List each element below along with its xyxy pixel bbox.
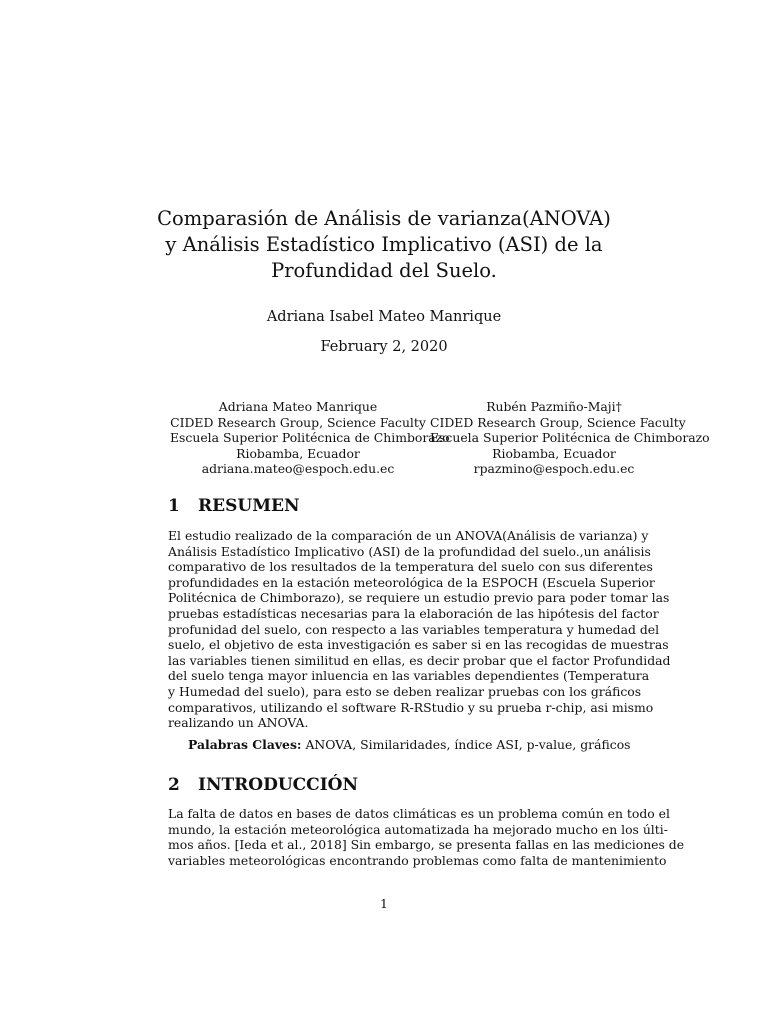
paragraph-line: realizando un ANOVA.: [168, 715, 309, 731]
affiliation-block-2: [430, 399, 710, 477]
affiliation-city: Riobamba, Ecuador: [492, 445, 616, 461]
affiliation-institution: Escuela Superior Politécnica de Chimborazo: [170, 430, 450, 445]
affiliation-group: CIDED Research Group, Science Faculty: [430, 414, 686, 430]
affiliation-name: Adriana Mateo Manrique: [218, 399, 378, 414]
section-heading-resumen: [168, 496, 300, 516]
affiliation-institution: Escuela Superior Politécnica de Chimborazo: [430, 430, 710, 445]
paragraph-line: mundo, la estación meteorológica automatizada ha mejorado mucho en los últi-: [168, 821, 668, 837]
paragraph-line: suelo, el objetivo de esta investigación es saber si en las recogidas de muestras: [168, 637, 669, 653]
paragraph-line: las variables tienen similitud en ellas, es decir probar que el factor Profundidad: [168, 652, 671, 668]
paragraph-line: Politécnica de Chimborazo), se requiere un estudio previo para poder tomar las: [168, 590, 670, 606]
paragraph-line: variables meteorológicas encontrando problemas como falta de mantenimiento: [168, 852, 667, 868]
title-line: Profundidad del Suelo.: [271, 259, 497, 282]
paragraph-line: profunidad del suelo, con respecto a las variables temperatura y humedad del: [168, 621, 660, 637]
title-line: Comparasión de Análisis de varianza(ANOVA): [157, 207, 611, 230]
section-title: INTRODUCCIÓN: [198, 775, 359, 795]
paragraph-line: El estudio realizado de la comparación de un ANOVA(Análisis de varianza) y: [168, 528, 649, 543]
paper-title: [120, 206, 648, 284]
paragraph-line: profundidades en la estación meteorológica de la ESPOCH (Escuela Superior: [168, 574, 655, 590]
paragraph-line: pruebas estadísticas necesarias para la elaboración de las hipótesis del factor: [168, 605, 659, 621]
section-number: 1: [168, 496, 180, 516]
author-name: Adriana Isabel Mateo Manrique: [266, 309, 502, 325]
title-line: y Análisis Estadístico Implicativo (ASI) de la: [165, 233, 603, 256]
paragraph-line: comparativo de los resultados de la temperatura del suelo con sus diferentes: [168, 559, 653, 575]
abstract-paragraph: [168, 528, 671, 731]
paragraph-line: La falta de datos en bases de datos climáticas es un problema común en todo el: [168, 806, 670, 821]
paragraph-line: mos años. [Ieda et al., 2018] Sin embargo, se presenta fallas en las mediciones de: [168, 837, 685, 853]
affiliation-email: rpazmino@espoch.edu.ec: [473, 461, 635, 476]
keywords-label: Palabras Claves:: [188, 737, 302, 752]
affiliation-block-1: [170, 399, 450, 477]
affiliation-city: Riobamba, Ecuador: [236, 445, 360, 461]
introduction-paragraph: [168, 806, 685, 868]
paragraph-line: del suelo tenga mayor inluencia en las variables dependientes (Temperatura: [168, 668, 650, 684]
affiliation-email: adriana.mateo@espoch.edu.ec: [201, 461, 395, 476]
section-heading-introduccion: [168, 775, 358, 795]
paragraph-line: Análisis Estadístico Implicativo (ASI) de la profundidad del suelo.,un análisis: [168, 543, 651, 559]
paragraph-line: comparativos, utilizando el software R-RStudio y su prueba r-chip, asi mismo: [168, 699, 654, 715]
affiliation-name: Rubén Pazmiño-Maji†: [486, 399, 622, 414]
keywords-line: [188, 737, 631, 753]
keywords-text: ANOVA, Similaridades, índice ASI, p-value, gráficos: [305, 737, 631, 752]
publication-date: February 2, 2020: [320, 339, 448, 355]
section-number: 2: [168, 775, 180, 795]
affiliation-group: CIDED Research Group, Science Faculty: [170, 414, 426, 430]
page-number: 1: [380, 896, 388, 911]
paragraph-line: y Humedad del suelo), para esto se deben realizar pruebas con los gráficos: [168, 683, 642, 699]
section-title: RESUMEN: [198, 496, 300, 516]
